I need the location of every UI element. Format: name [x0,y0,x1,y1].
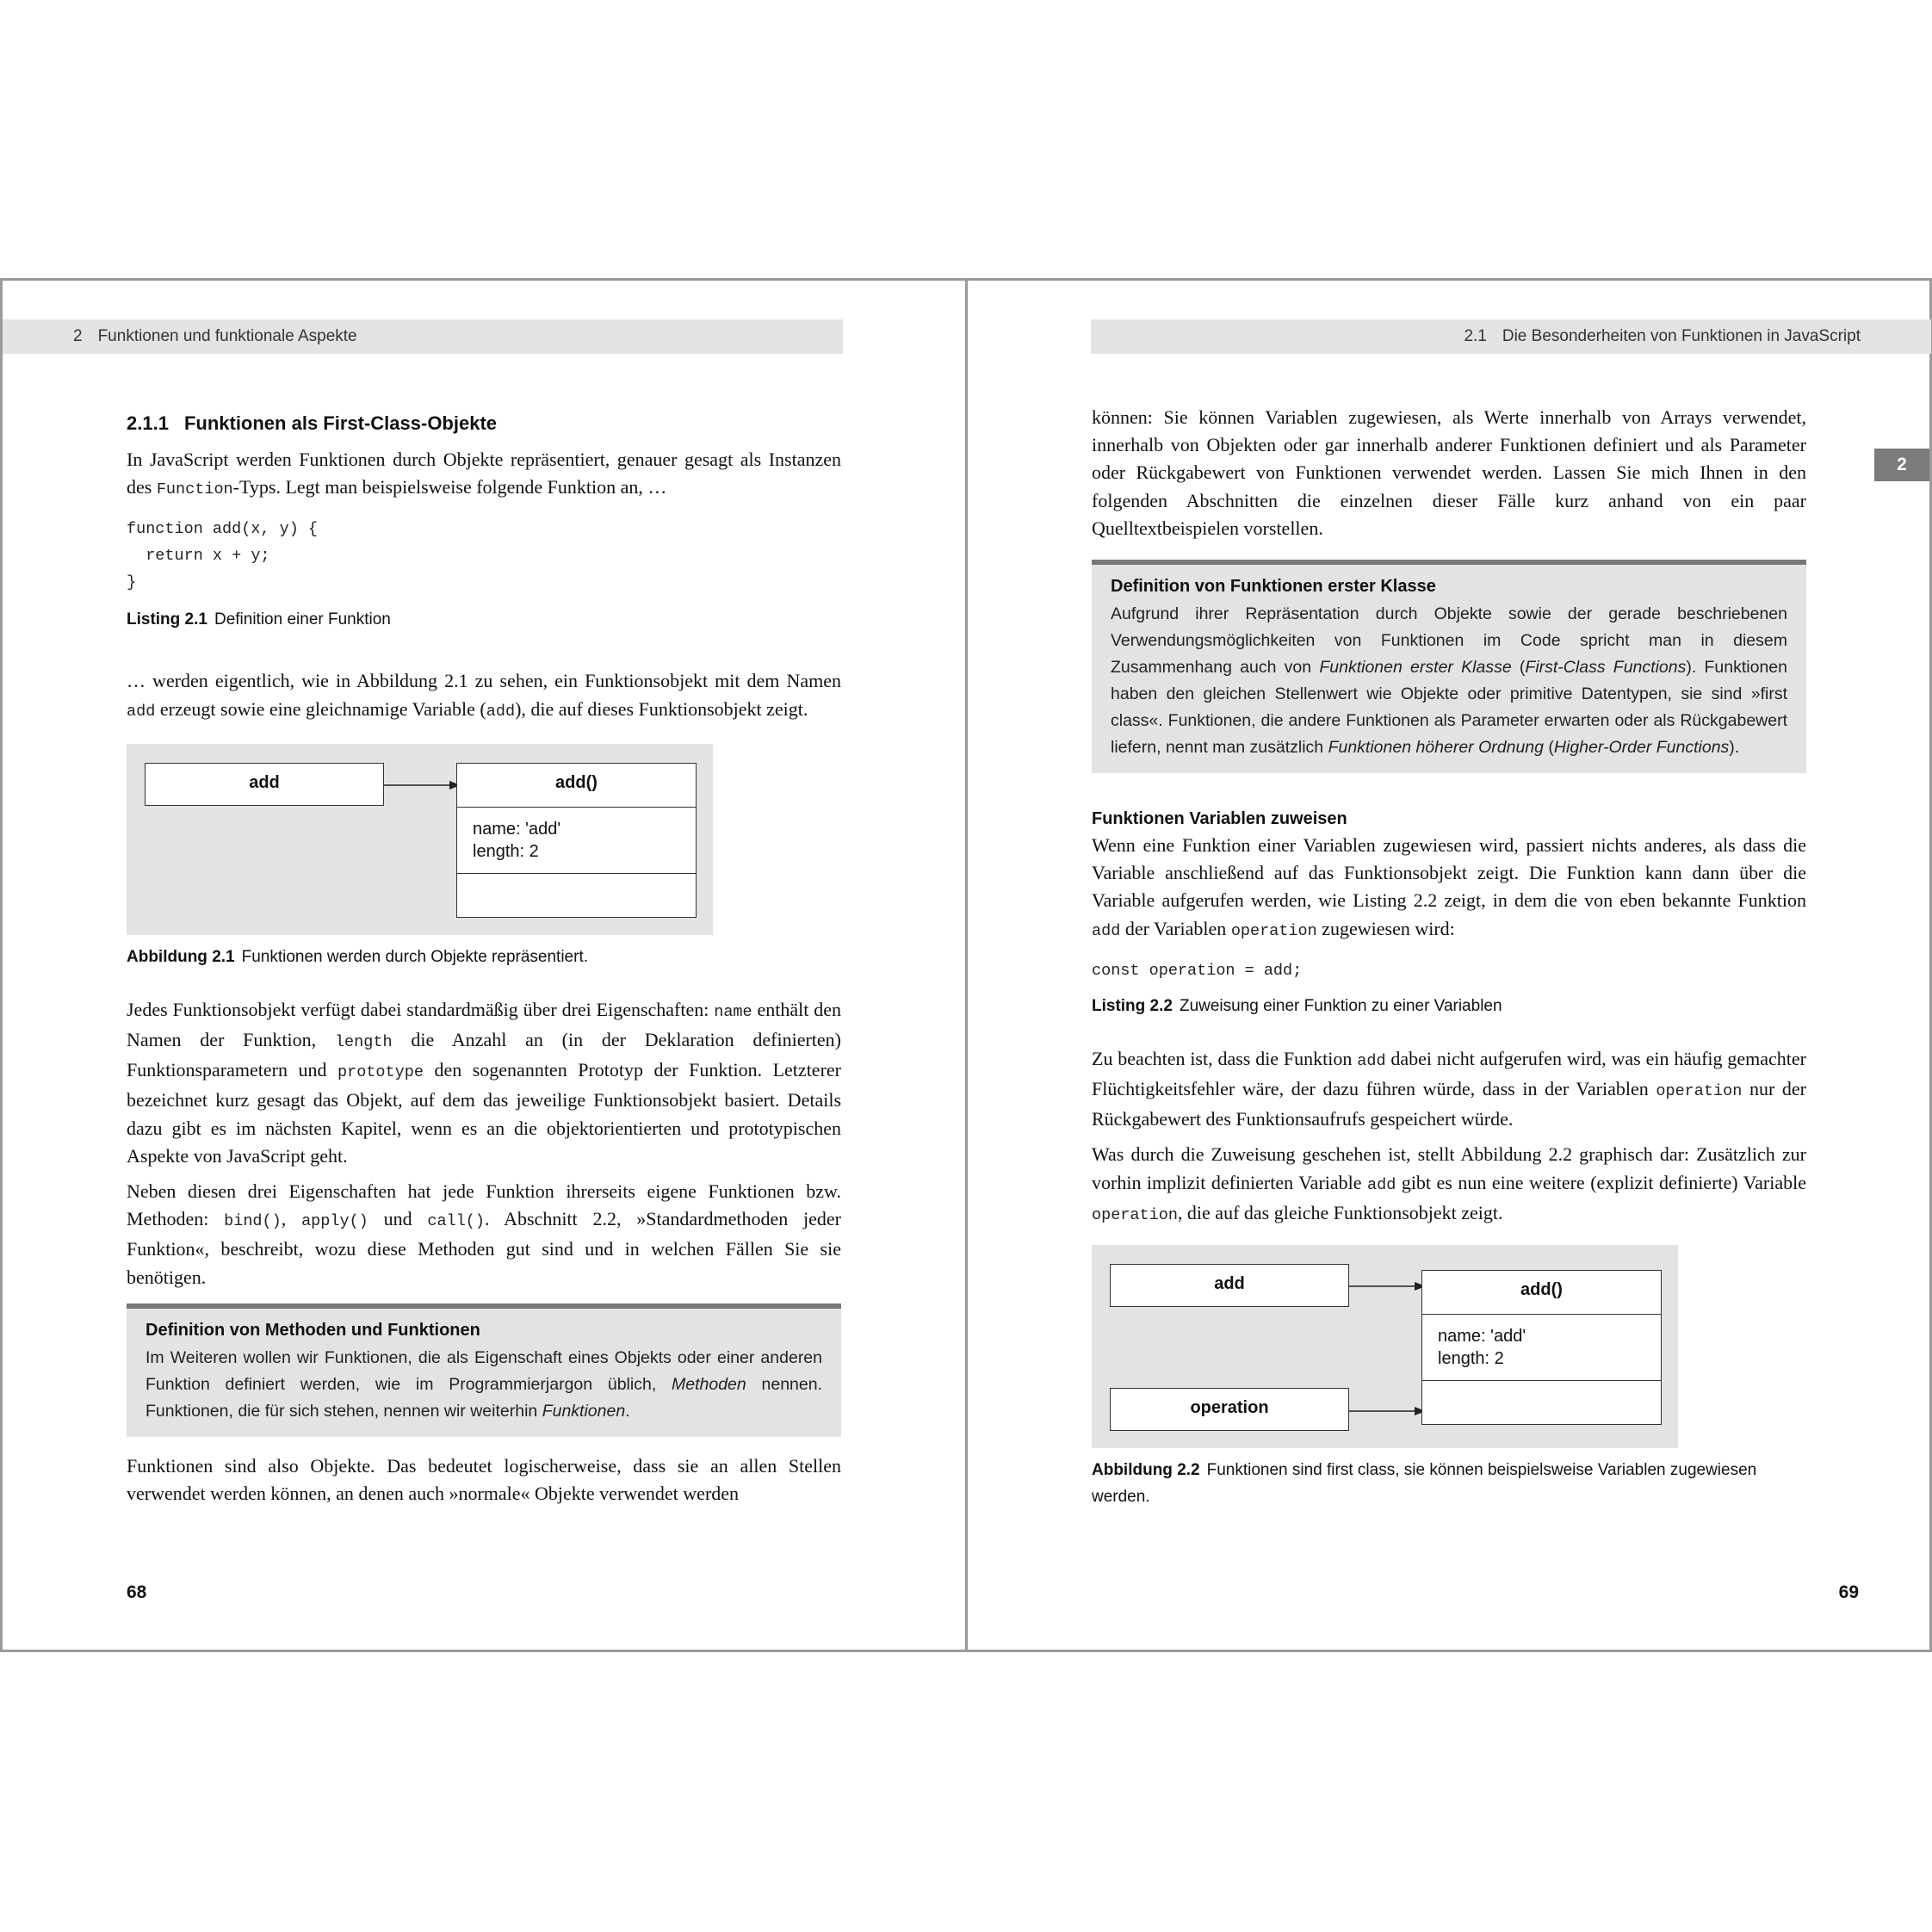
paragraph: In JavaScript werden Funktionen durch Objekte repräsentiert, genauer gesagt als Instanzen des Function-Typs. Legt man beispielsweise folgende Funktion an, … [127,449,841,499]
paragraph: können: Sie können Variablen zugewiesen, als Werte innerhalb von Arrays verwendet, innerhalb von Objekten oder gar innerhalb anderer Funktionen definiert und als Parameter oder Rückgabewert von Funktionen verwendet werden. Lassen Sie mich Ihnen in den folgenden Abschnitten die einzelnen dieser Fälle kurz anhand von ein paar Quelltextbeispielen vorstellen. [1092,406,1806,539]
paragraph: … werden eigentlich, wie in Abbildung 2.1 zu sehen, ein Funktionsobjekt mit dem Namen add erzeugt sowie eine gleichnamige Variable (add), die auf dieses Funktionsobjekt zeigt. [127,670,841,721]
definition-box [127,1303,841,1437]
function-object-box: add() name: 'add' length: 2 [456,763,697,918]
paragraph: Funktionen sind also Objekte. Das bedeutet logischerweise, dass sie an allen Stellen verwendet werden können, an denen auch »normale« Objekte verwendet werden [127,1454,841,1505]
code-listing: const operation = add; [1092,961,1303,980]
section-number: 2.1.1 [127,412,169,434]
arrow-connector [384,778,461,792]
variable-box-add: add [1110,1264,1349,1307]
section-title: Funktionen als First-Class-Objekte [183,412,498,434]
left-column [127,410,841,1508]
variable-box-operation: operation [1110,1388,1349,1431]
figure-caption: Abbildung 2.1 Funktionen werden durch Objekte repräsentiert. [127,947,588,966]
definition-box [1092,560,1806,773]
paragraph: Was durch die Zuweisung geschehen ist, stellt Abbildung 2.2 graphisch dar: Zusätzlich zur vorhin implizit definierten Variable add gibt es nun eine weitere (explizit definierte) Variable operation, die auf das gleiche Funktionsobjekt zeigt. [1092,1143,1806,1224]
figure-diagram [127,744,713,935]
page-number: 69 [1838,1582,1859,1602]
section-title: Die Besonderheiten von Funktionen in JavaScript [1502,327,1861,345]
figure-caption: Abbildung 2.2 Funktionen sind first class, sie können beispielsweise Variablen zugewiesen werden. [1092,1461,1757,1507]
box-body: Aufgrund ihrer Repräsentation durch Objekte sowie der gerade beschriebenen Verwendungsmöglichkeiten von Funktionen im Code spricht man in diesem Zusammenhang auch von Funktionen erster Klasse (First-Class Functions). Funktionen haben den gleichen Stellenwert wie Objekte oder primitive Datentypen, sie sind »first class«. Funktionen, die andere Funktionen als Parameter erwarten oder als Rückgabewert liefern, nennt man zusätzlich Funktionen höherer Ordnung (Higher-Order Functions). [1111,604,1787,758]
section-heading [127,410,841,437]
box-body: Im Weiteren wollen wir Funktionen, die als Eigenschaft eines Objekts oder einer anderen Funktion definiert werden, wie im Programmierjargon üblich, Methoden nennen. Funktionen, die für sich stehen, nennen wir weiterhin Funktionen. [146,1347,823,1421]
box-title: Definition von Funktionen erster Klasse [1111,577,1436,597]
right-column [1092,404,1806,1510]
listing-caption: Listing 2.1 Definition einer Funktion [127,610,391,629]
paragraph: Zu beachten ist, dass die Funktion add dabei nicht aufgerufen wird, was ein häufig gemachter Flüchtigkeitsfehler wäre, der dazu führen würde, dass in der Variablen operation nur der Rückgabewert des Funktionsaufrufs gespeichert würde. [1092,1047,1807,1130]
box-title: Definition von Methoden und Funktionen [146,1320,480,1340]
function-object-box: add() name: 'add' length: 2 [1421,1270,1662,1425]
paragraph: Wenn eine Funktion einer Variablen zugewiesen wird, passiert nichts anderes, als dass die Variable anschließend auf das Funktionsobjekt zeigt. Die Funktion kann dann über die Variable aufgerufen werden, wie Listing 2.2 zeigt, in dem die von eben bekannte Funktion add der Variablen operation zugewiesen wird: [1092,834,1806,940]
chapter-title: Funktionen und funktionale Aspekte [97,327,357,345]
arrow-connector [1349,1279,1427,1298]
right-page [965,278,1932,1652]
running-head [3,319,843,354]
subheading: Funktionen Variablen zuweisen [1092,809,1347,829]
arrow-connector [1349,1404,1427,1418]
running-head [1091,319,1931,354]
paragraph: Neben diesen drei Eigenschaften hat jede Funktion ihrerseits eigene Funktionen bzw. Methoden: bind(), apply() und call(). Abschnitt 2.2, »Standardmethoden jeder Funktion«, beschreibt, wozu diese Methoden gut sind und in welchen Fällen Sie sie benötigen. [127,1180,841,1288]
chapter-tab: 2 [1874,449,1929,481]
code-listing: function add(x, y) { return x + y; } [127,520,319,592]
left-page [0,278,969,1652]
listing-caption: Listing 2.2 Zuweisung einer Funktion zu einer Variablen [1092,996,1502,1015]
section-number: 2.1 [1464,327,1487,345]
page-number: 68 [127,1582,147,1602]
variable-box-add: add [145,763,384,806]
paragraph: Jedes Funktionsobjekt verfügt dabei standardmäßig über drei Eigenschaften: name enthält den Namen der Funktion, length die Anzahl an (in der Deklaration definierten) Funktionsparametern und prototype den sogenannten Prototyp der Funktion. Letzterer bezeichnet kurz gesagt das Objekt, auf dem das jeweilige Funktionsobjekt basiert. Details dazu gibt es im nächsten Kapitel, wenn es an die objektorientierten und prototypischen Aspekte von JavaScript geht. [127,998,841,1167]
figure-diagram [1092,1245,1678,1448]
inline-code: Function [156,480,233,499]
chapter-number: 2 [73,327,83,345]
